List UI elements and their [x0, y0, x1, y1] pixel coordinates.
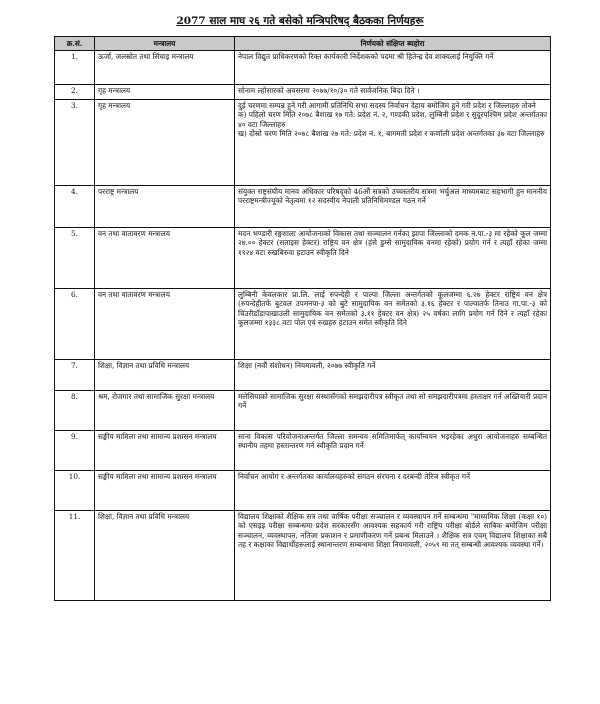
row-serial: 10.	[55, 471, 95, 511]
row-decision: सोनाम ल्होसारको अवसरमा २०७७/१०/३० गते सार्वजनिक बिदा दिने ।	[235, 85, 551, 100]
row-serial: 7.	[55, 360, 95, 391]
table-row	[55, 51, 551, 85]
row-ministry: शिक्षा, विज्ञान तथा प्रविधि मन्त्रालय	[95, 360, 235, 391]
table-row	[55, 391, 551, 431]
row-decision: नेपाल विद्युत प्राधिकरणको रिक्त कार्यकारी निर्देशकको पदमा श्री हितेन्द्र देव शाक्यलाई नियुक्ति गर्ने	[235, 51, 551, 85]
table-row	[55, 511, 551, 601]
row-ministry: ऊर्जा, जलस्रोत तथा सिंचाइ मन्त्रालय	[95, 51, 235, 85]
row-ministry: गृह मन्त्रालय	[95, 85, 235, 100]
table-row	[55, 471, 551, 511]
row-ministry: परराष्ट्र मन्त्रालय	[95, 186, 235, 228]
row-ministry: श्रम, रोजगार तथा सामाजिक सुरक्षा मन्त्रालय	[95, 391, 235, 431]
row-serial: 8.	[55, 391, 95, 431]
decision-sub-item: क) पहिलो चरण मिति २०७८ बैशाख १७ गते: प्रदेश नं. २, गण्डकी प्रदेश, लुम्बिनी प्रदेश र सुदूरपश्चिम प्रदेश अन्तर्गतका ४० वटा जिल्लाहरु	[238, 110, 547, 129]
row-ministry: गृह मन्त्रालय	[95, 100, 235, 186]
row-ministry: सङ्घीय मामिला तथा सामान्य प्रशासन मन्त्रालय	[95, 471, 235, 511]
row-serial: 4.	[55, 186, 95, 228]
row-decision: मलेसियाको सामाजिक सुरक्षा संस्थासँगको समझदारीपत्र स्वीकृत तथा सो समझदारीपत्रमा हस्ताक्षर गर्न अख्तियारी प्रदान गर्ने	[235, 391, 551, 431]
row-serial: 6.	[55, 289, 95, 360]
row-ministry: शिक्षा, विज्ञान तथा प्रविधि मन्त्रालय	[95, 511, 235, 601]
row-decision: मदन भण्डारी रङ्गशाला आयोजनाको विकास तथा सञ्चालन गर्नका झापा जिल्लाको दमक न.पा.-३ मा रहेको कूल जम्मा २७.०० हेक्टर (सताइस हेक्टर) राष्ट्रिय वन क्षेत्र (हंसे डुम्से सामुदायिक वनमा रहेको) प्रयोग गर्न र त्यहाँ रहेका जम्मा १९२४ वटा रुखबिरुवा हटाउन स्वीकृति दिने	[235, 228, 551, 289]
header-decision: निर्णयको संक्षिप्त ब्यहोरा	[235, 37, 551, 51]
row-decision	[235, 100, 551, 186]
table-row	[55, 431, 551, 471]
row-serial: 3.	[55, 100, 95, 186]
row-serial: 5.	[55, 228, 95, 289]
decision-sub-item: ख) दोस्रो चरण मिति २०७८ बैशाख २७ गते: प्रदेश नं. १, बागमती प्रदेश र कर्णाली प्रदेश अन्तर्गतका ३७ वटा जिल्लाहरु	[238, 128, 545, 138]
table-row	[55, 228, 551, 289]
table-row	[55, 360, 551, 391]
row-ministry: सङ्घीय मामिला तथा सामान्य प्रशासन मन्त्रालय	[95, 431, 235, 471]
row-serial: 1.	[55, 51, 95, 85]
decision-text: दुई चरणमा सम्पन्न हुने गरी आगामी प्रतिनिधि सभा सदस्य निर्वाचन देहाय बमोजिम हुने गरी प्रदेश र जिल्लाहरु तोक्ने	[238, 101, 536, 111]
page-title: 2077 साल माघ २६ गते बसेको मन्त्रिपरिषद् बैठकका निर्णयहरू	[176, 15, 424, 27]
row-ministry: वन तथा वातावरण मन्त्रालय	[95, 228, 235, 289]
row-serial: 11.	[55, 511, 95, 601]
row-ministry: वन तथा वातावरण मन्त्रालय	[95, 289, 235, 360]
row-decision: शिक्षा (नवौं संशोधन) नियमावली, २०७७ स्वीकृति गर्ने	[235, 360, 551, 391]
table-row	[55, 85, 551, 100]
header-ministry: मन्त्रालय	[95, 37, 235, 51]
table-row	[55, 100, 551, 186]
table-header-row	[55, 37, 551, 51]
table-row	[55, 289, 551, 360]
row-decision: साना विकास परियोजनाअन्तर्गत जिल्ला समन्वय समितिमार्फत् कार्यान्वयन भइरहेका अधुरा आयोजनाहरु सम्बन्धित स्थानीय तहमा हस्तान्तरण गर्न स्वीकृति प्रदान गर्ने	[235, 431, 551, 471]
row-decision: विद्यालय शिक्षाको शैक्षिक सत्र तथा वार्षिक परीक्षा सञ्चालन र व्यवस्थापन गर्ने सम्बन्धमा "माध्यमिक शिक्षा (कक्षा १०) को एसइइ परीक्षा सम्बन्धमा प्रदेश सरकारसँग आवश्यक सहकार्य गरी राष्ट्रिय परीक्षा बोर्डले साबिक बमोजिम परीक्षा सञ्चालन, व्यवस्थापन, नतिजा प्रकाशन र प्रमाणीकरण गर्ने प्रबन्ध मिलाउने । शैक्षिक सत्र एवम् विद्यालय शिक्षाका सबै तह र कक्षाका विद्यार्थीहरूलाई स्थानान्तरण सम्बन्धमा शिक्षा नियमावली, २०५९ मा तत् सम्बन्धी आवश्यक व्यवस्था गर्ने।	[235, 511, 551, 601]
header-serial: क्र.सं.	[55, 37, 95, 51]
row-serial: 2.	[55, 85, 95, 100]
table-row	[55, 186, 551, 228]
row-decision: निर्वाचन आयोग र अन्तर्गतका कार्यालयहरुको संगठन संरचना र दरबन्दी तेरिज स्वीकृत गर्ने	[235, 471, 551, 511]
decisions-table	[54, 36, 551, 601]
row-decision: लुम्बिनी केवलकार प्रा.लि. लाई रुपन्देही र पाल्पा जिल्ला अन्तर्गतको कूलजम्मा ६.२७ हेक्टर राष्ट्रिय वन क्षेत्र (रुपन्देहीतर्फ बुटवल उपमनपा-३ को बुटे सामुदायिक वन समेतको ३.१६ हेक्टर र पाल्पातर्फ तिनाउ गा.पा.-३ को चिउरीडाँडापाखाउली सामुदायिक वन समेतको ३.११ हेक्टर वन क्षेत्र) २५ वर्षका लागि प्रयोग गर्न दिने र त्यहाँ रहेका कूलजम्मा १३३८ वटा पोल एवं रुखहरु हटाउन समेत स्वीकृति दिने	[235, 289, 551, 360]
row-serial: 9.	[55, 431, 95, 471]
row-decision: संयुक्त राष्ट्रसंघीय मानव अधिकार परिषद्को 46औं सत्रको उच्चस्तरीय सत्रमा भर्चुअल माध्यमबाट सहभागी हुन माननीय परराष्ट्रमन्त्रीज्यूको नेतृत्वमा १२ सदस्यीय नेपाली प्रतिनिधिमण्डल गठन गर्ने	[235, 186, 551, 228]
